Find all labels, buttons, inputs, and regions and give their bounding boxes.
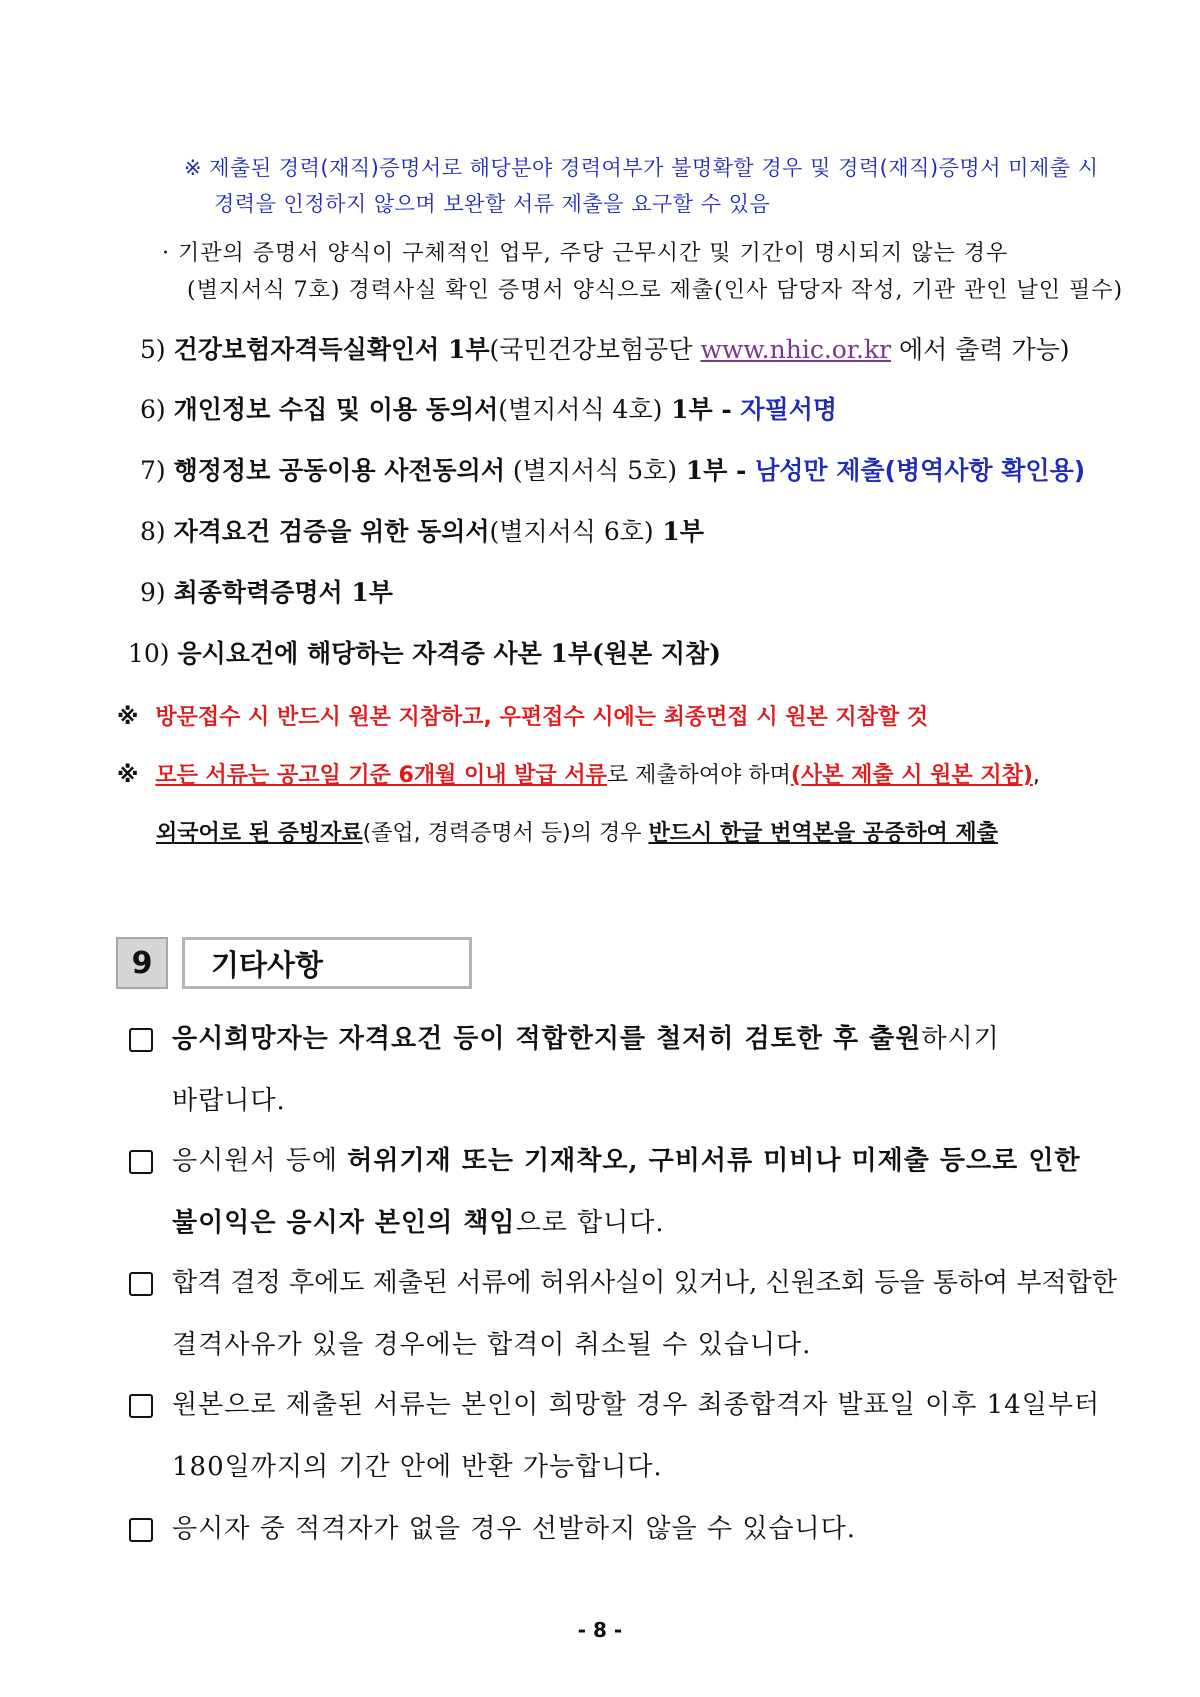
bullet-tail: 으로 합니다.	[515, 1208, 665, 1238]
item-detail: (국민건강보험공단	[489, 335, 701, 364]
item-form: (별지서식 4호)	[498, 395, 663, 424]
bullet-bold: 불이익은 응시자 본인의 책임	[172, 1208, 516, 1238]
item-remark: 남성만 제출(병역사항 확인용)	[755, 456, 1086, 485]
warning-original-docs	[117, 700, 928, 731]
list-item-5	[140, 330, 1070, 366]
item-number: 6)	[140, 395, 166, 424]
bullet-item-4-line-2: 180일까지의 기간 안에 반환 가능합니다.	[172, 1452, 663, 1482]
warning-foreign-highlight: 외국어로 된 증빙자료	[156, 821, 363, 846]
warning-highlight: 모든 서류는 공고일 기준 6개월 이내 발급 서류	[155, 763, 607, 788]
bullet-item-1-line-1	[172, 1018, 1000, 1055]
item-number: 10)	[128, 639, 170, 668]
item-title: 개인정보 수집 및 이용 동의서	[173, 395, 499, 424]
checkbox-icon	[129, 1028, 153, 1052]
list-item-10	[128, 634, 721, 670]
section-title: 기타사항	[182, 937, 472, 989]
bullet-item-4-line-1: 원본으로 제출된 서류는 본인이 희망할 경우 최종합격자 발표일 이후 14일부터	[172, 1390, 1101, 1420]
career-note-line-1: ※ 제출된 경력(재직)증명서로 해당분야 경력여부가 불명확할 경우 및 경력(재직)증명서 미제출 시	[184, 156, 1099, 180]
bullet-bold: 허위기재 또는 기재착오, 구비서류 미비나 미제출 등으로 인한	[347, 1146, 1081, 1176]
warning-foreign-docs	[156, 816, 998, 847]
format-note-line-1: · 기관의 증명서 양식이 구체적인 업무, 주당 근무시간 및 기간이 명시되지 않는 경우	[162, 241, 1009, 266]
item-remark: 자필서명	[740, 395, 838, 424]
item-number: 9)	[140, 578, 166, 607]
bullet-item-1-line-2: 바랍니다.	[172, 1086, 286, 1116]
item-title: 최종학력증명서 1부	[173, 578, 393, 607]
warning-translation-highlight: 반드시 한글 번역본을 공증하여 제출	[648, 821, 998, 846]
item-title: 자격요건 검증을 위한 동의서	[173, 517, 490, 546]
format-note-line-2: (별지서식 7호) 경력사실 확인 증명서 양식으로 제출(인사 담당자 작성, 기관 관인 날인 필수)	[187, 278, 1124, 303]
bullet-item-3-line-1: 합격 결정 후에도 제출된 서류에 허위사실이 있거나, 신원조회 등을 통하여 부적합한	[172, 1268, 1117, 1298]
item-form: (별지서식 6호)	[489, 517, 654, 546]
bullet-item-3-line-2: 결격사유가 있을 경우에는 합격이 취소될 수 있습니다.	[172, 1330, 812, 1360]
item-number: 7)	[140, 456, 166, 485]
warning-foreign-mid: (졸업, 경력증명서 등)의 경우	[362, 821, 649, 846]
item-title: 행정정보 공동이용 사전동의서	[173, 456, 505, 485]
item-count: 1부 -	[662, 395, 741, 424]
item-number: 8)	[140, 517, 166, 546]
list-item-9	[140, 573, 393, 609]
warning-end: ,	[1032, 763, 1040, 788]
section-number: 9	[116, 937, 168, 989]
nhic-link[interactable]: www.nhic.or.kr	[700, 335, 892, 364]
list-item-7	[140, 451, 1085, 487]
reference-mark: ※	[117, 705, 139, 730]
warning-mid: 로 제출하여야 하며	[606, 763, 791, 788]
bullet-pre: 응시원서 등에	[172, 1146, 348, 1176]
item-count: 1부	[653, 517, 704, 546]
bullet-item-2-line-2	[172, 1202, 665, 1239]
bullet-item-2-line-1	[172, 1140, 1081, 1177]
list-item-6	[140, 390, 837, 426]
page-number: - 8 -	[577, 1618, 623, 1642]
warning-issue-date	[117, 758, 1040, 789]
item-detail-tail: 에서 출력 가능)	[891, 335, 1070, 364]
bullet-tail: 하시기	[921, 1024, 1000, 1054]
checkbox-icon	[129, 1150, 153, 1174]
item-number: 5)	[140, 335, 166, 364]
item-title: 응시요건에 해당하는 자격증 사본 1부(원본 지참)	[177, 639, 721, 668]
reference-mark: ※	[117, 763, 139, 788]
warning-text: 방문접수 시 반드시 원본 지참하고, 우편접수 시에는 최종면접 시 원본 지참할 것	[155, 705, 929, 730]
item-form: (별지서식 5호)	[504, 456, 678, 485]
item-title: 건강보험자격득실확인서 1부	[173, 335, 490, 364]
checkbox-icon	[129, 1394, 153, 1418]
bullet-bold: 응시희망자는 자격요건 등이 적합한지를 철저히 검토한 후 출원	[172, 1024, 922, 1054]
warning-copy-note: (사본 제출 시 원본 지참)	[790, 763, 1033, 788]
checkbox-icon	[129, 1272, 153, 1296]
item-count: 1부 -	[677, 456, 756, 485]
list-item-8	[140, 512, 704, 548]
checkbox-icon	[129, 1518, 153, 1542]
bullet-item-5-line-1: 응시자 중 적격자가 없을 경우 선발하지 않을 수 있습니다.	[172, 1514, 857, 1544]
career-note-line-2: 경력을 인정하지 않으며 보완할 서류 제출을 요구할 수 있음	[214, 192, 771, 216]
